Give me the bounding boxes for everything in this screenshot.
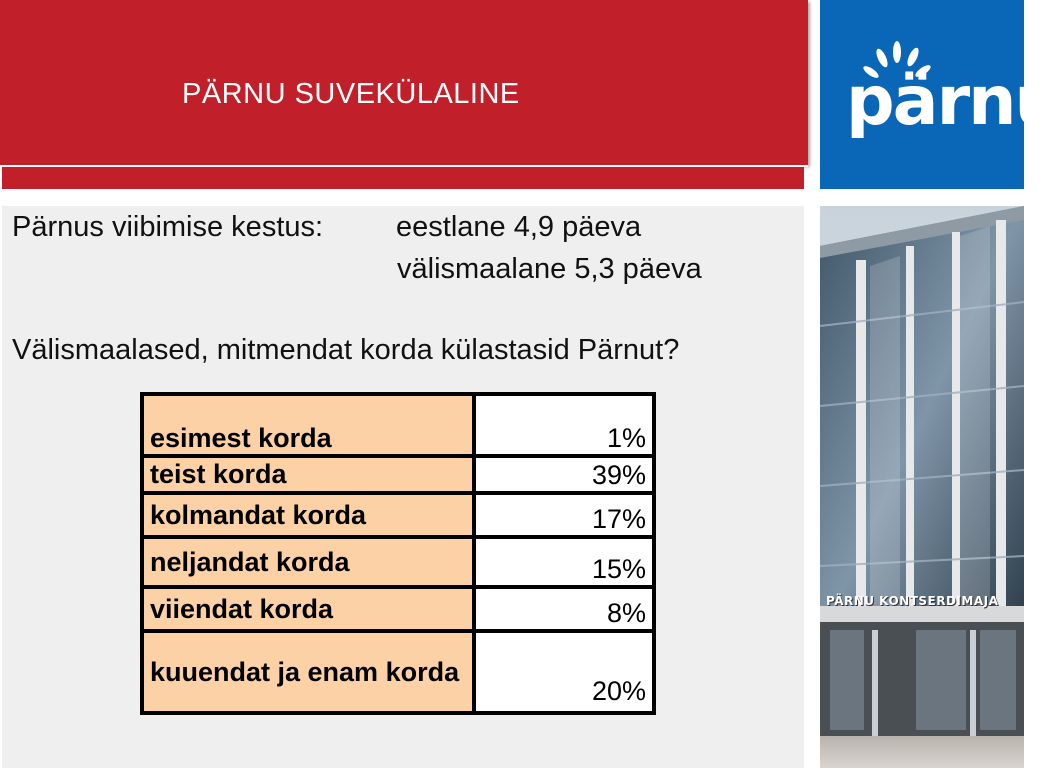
row-value: 1% [474,394,654,456]
row-label: kuuendat ja enam korda [142,631,474,713]
row-value: 17% [474,493,654,537]
header-divider [0,165,808,167]
visits-table [140,392,656,715]
row-value: 20% [474,631,654,713]
table-row [142,537,654,587]
table-row [142,456,654,493]
row-value: 15% [474,537,654,587]
row-label: esimest korda [142,394,474,456]
table-row [142,493,654,537]
visits-question: Välismaalased, mitmendat korda külastasid Pärnut? [12,334,680,366]
duration-foreigner: välismaalane 5,3 päeva [397,253,702,285]
row-label: teist korda [142,456,474,493]
page-title: PÄRNU SUVEKÜLALINE [182,78,520,110]
table-row [142,394,654,456]
row-label: kolmandat korda [142,493,474,537]
duration-label: Pärnus viibimise kestus: [12,211,324,243]
logo-text: pärnu [846,62,1061,141]
header-bar [0,0,808,165]
header-strip [2,165,804,189]
table-row [142,631,654,713]
concert-hall-photo [820,206,1024,768]
table-row [142,587,654,631]
row-value: 8% [474,587,654,631]
row-label: viiendat korda [142,587,474,631]
building-sign: PÄRNU KONTSERDIMAJA [826,594,999,608]
row-label: neljandat korda [142,537,474,587]
row-value: 39% [474,456,654,493]
building-image [820,206,1024,768]
duration-estonian: eestlane 4,9 päeva [396,211,642,243]
